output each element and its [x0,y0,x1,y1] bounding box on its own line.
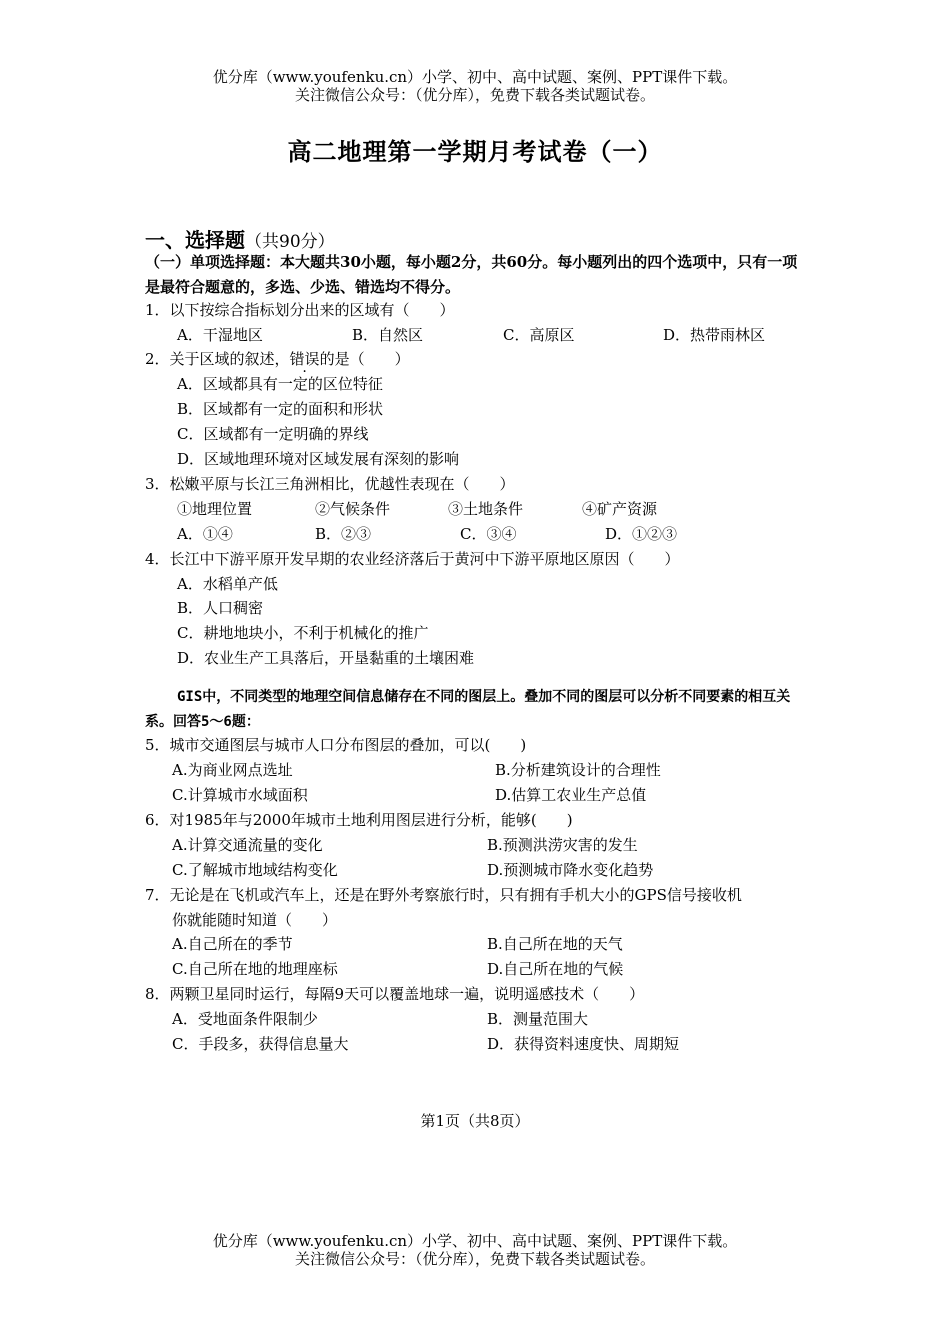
q3-item-3: ③土地条件 [448,500,524,518]
q2-option-c: C．区域都有一定明确的界线 [177,425,369,443]
q5-option-a: A.为商业网点选址 [172,761,293,779]
page-number: 第1页（共8页） [420,1112,530,1130]
q4-option-c: C．耕地地块小，不利于机械化的推广 [177,624,429,642]
q1-option-d: D．热带雨林区 [663,326,766,344]
q4-option-d: D．农业生产工具落后，开垦黏重的土壤困难 [177,649,475,667]
q4-option-b: B．人口稠密 [177,599,264,617]
q2-stem [145,349,410,369]
q8-stem: 8．两颗卫星同时运行，每隔9天可以覆盖地球一遍，说明遥感技术（ ） [145,985,645,1003]
q7-stem-line-1: 7．无论是在飞机或汽车上，还是在野外考察旅行时，只有拥有手机大小的GPS信号接收机 [145,886,742,904]
q6-stem: 6．对1985年与2000年城市土地利用图层进行分析，能够( ) [145,811,573,829]
instruction-text: （一）单项选择题：本大题共30小题，每小题2分，共60分。每小题列出的四个选项中，只有一项是最符合题意的，多选、少选、错选均不得分。 [145,253,798,296]
q5-option-b: B.分析建筑设计的合理性 [495,761,661,779]
section-heading [145,224,335,253]
q3-stem: 3．松嫩平原与长江三角洲相比，优越性表现在（ ） [145,475,515,493]
q2-option-b: B．区域都有一定的面积和形状 [177,400,384,418]
header-line-2: 关注微信公众号：（优分库），免费下载各类试题试卷。 [294,86,655,104]
q1-option-a: A．干湿地区 [177,326,263,344]
q3-item-1: ①地理位置 [177,500,253,518]
footer-line-2: 关注微信公众号：（优分库），免费下载各类试题试卷。 [294,1250,655,1268]
q6-option-b: B.预测洪涝灾害的发生 [487,836,638,854]
q1-option-b: B．自然区 [352,326,424,344]
q1-stem: 1．以下按综合指标划分出来的区域有（ ） [145,301,455,319]
q3-item-4: ④矿产资源 [582,500,658,518]
q6-option-a: A.计算交通流量的变化 [172,836,323,854]
q6-option-c: C.了解城市地域结构变化 [172,861,338,879]
q5-option-d: D.估算工农业生产总值 [495,786,647,804]
q7-option-b: B.自己所在地的天气 [487,935,623,953]
q6-option-d: D.预测城市降水变化趋势 [487,861,654,879]
section-title: 一、选择题 [145,228,245,252]
q3-option-c: C．③④ [460,525,517,543]
q3-option-d: D．①②③ [605,525,678,543]
q5-option-c: C.计算城市水域面积 [172,786,308,804]
gis-intro-text: GIS中，不同类型的地理空间信息储存在不同的图层上。叠加不同的图层可以分析不同要素的相互关系。回答5～6题： [145,689,791,730]
q1-option-c: C．高原区 [503,326,575,344]
q7-stem-line-2: 你就能随时知道（ ） [172,911,338,929]
header-line-1: 优分库（www.youfenku.cn）小学、初中、高中试题、案例、PPT课件下载。 [212,68,738,86]
footer-line-1: 优分库（www.youfenku.cn）小学、初中、高中试题、案例、PPT课件下载。 [212,1232,738,1250]
q4-stem: 4．长江中下游平原开发早期的农业经济落后于黄河中下游平原地区原因（ ） [145,550,680,568]
q8-option-c: C．手段多，获得信息量大 [172,1035,349,1053]
q8-option-d: D．获得资料速度快、周期短 [487,1035,680,1053]
q8-option-b: B．测量范围大 [487,1010,589,1028]
q5-stem: 5．城市交通图层与城市人口分布图层的叠加，可以( ) [145,736,527,754]
q2-option-a: A．区域都具有一定的区位特征 [177,375,383,393]
q2-option-d: D．区域地理环境对区域发展有深刻的影响 [177,450,460,468]
q4-option-a: A．水稻单产低 [177,575,278,593]
q2-stem-post: 的是（ ） [319,350,410,368]
q3-option-a: A．①④ [177,525,233,543]
q7-option-a: A.自己所在的季节 [172,935,293,953]
page-title: 高二地理第一学期月考试卷（一） [287,137,663,166]
q2-stem-emphasis: 错误 [289,350,320,368]
q7-option-c: C.自己所在地的地理座标 [172,960,338,978]
q3-option-b: B．②③ [315,525,372,543]
q8-option-a: A．受地面条件限制少 [172,1010,318,1028]
q7-option-d: D.自己所在地的气候 [487,960,624,978]
section-score: （共90分） [245,232,335,252]
q2-stem-pre: 2．关于区域的叙述， [145,350,290,368]
q3-item-2: ②气候条件 [315,500,391,518]
